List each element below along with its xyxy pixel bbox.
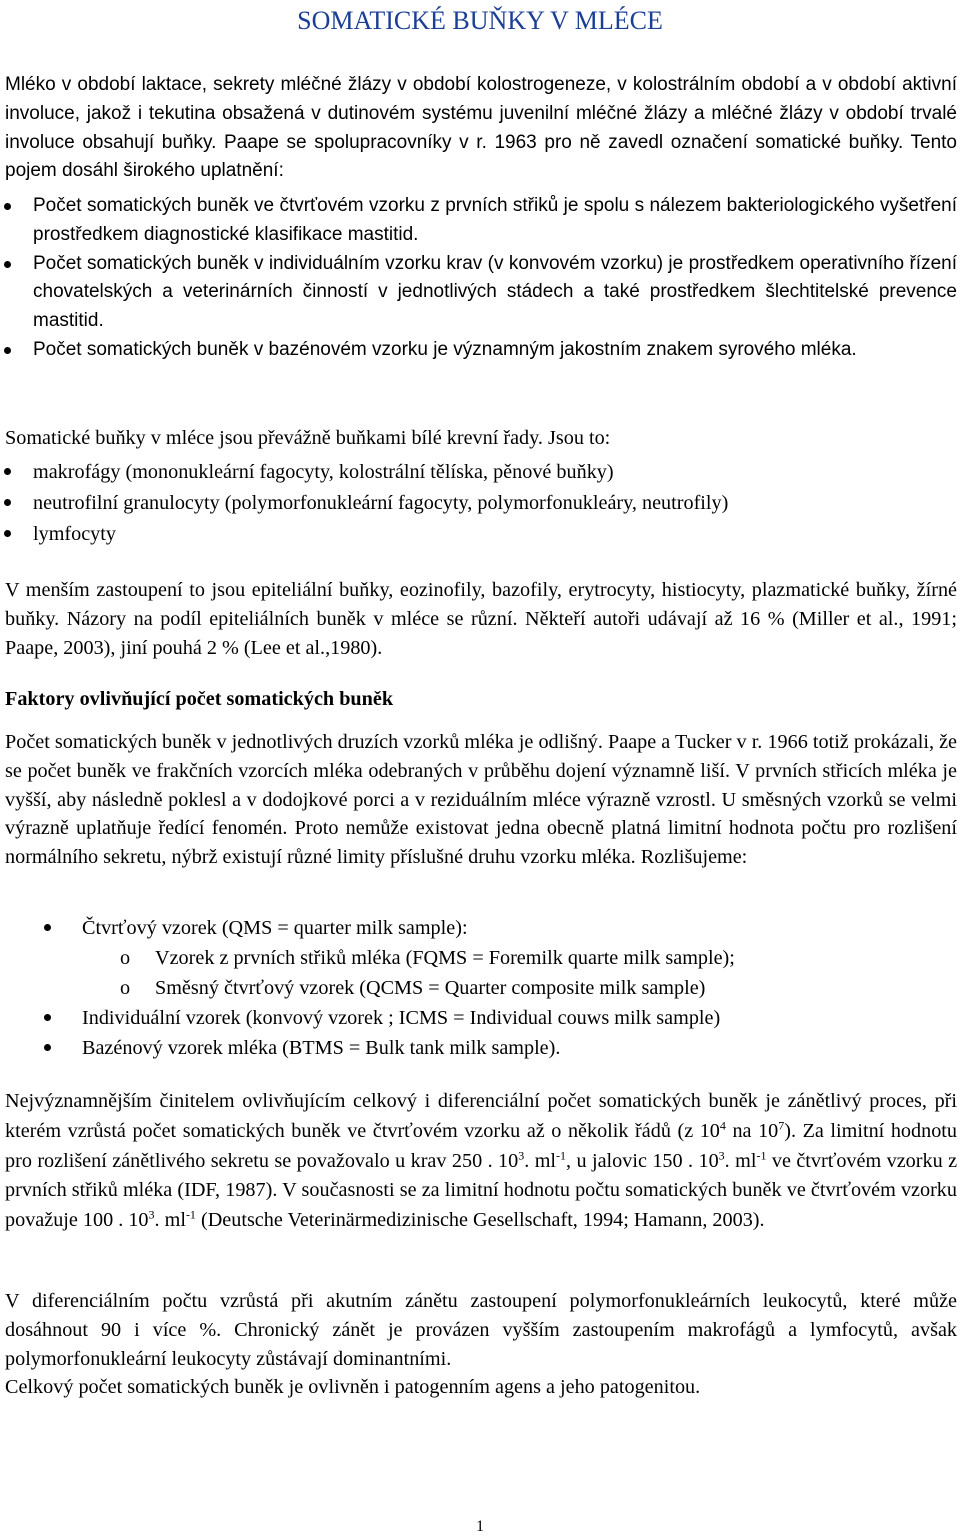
list-item: neutrofilní granulocyty (polymorfonukleární fagocyty, polymorfonukleáry, neutrofily) [0, 488, 957, 519]
page-number: 1 [476, 1518, 484, 1535]
bullet-icon [44, 1044, 51, 1051]
list-item: lymfocyty [0, 519, 957, 550]
list-item: Počet somatických buněk ve čtvrťovém vzorku z prvních střiků je spolu s nálezem bakteriologického vyšetření prostředkem diagnostické klasifikace mastitid. [0, 192, 957, 250]
bullet-icon [4, 347, 11, 354]
list-item: Počet somatických buněk v bazénovém vzorku je významným jakostním znakem syrového mléka. [0, 336, 957, 365]
bullet-icon [4, 499, 11, 506]
uses-list [0, 192, 957, 365]
minor-cells-paragraph: V menším zastoupení to jsou epiteliální buňky, eozinofily, bazofily, erytrocyty, histiocyty, plazmatické buňky, žírné buňky. Názory na podíl epiteliálních buněk v mléce se různí. Někteří autoři udávají až 16 % (Miller et al., 1991; Paape, 2003), jiní pouhá 2 % (Lee et al.,1980). [5, 579, 957, 659]
differential-paragraph: V diferenciálním počtu vzrůstá při akutním zánětu zastoupení polymorfonukleárních leukocytů, které může dosáhnout 90 i více %. Chronický zánět je provázen vyšším zastoupením makrofágů a lymfocytů, avšak polymorfonukleární leukocyty zůstávají dominantními. [5, 1290, 957, 1370]
cells-intro: Somatické buňky v mléce jsou převážně buňkami bílé krevní řady. Jsou to: [5, 427, 611, 449]
page-title: SOMATICKÉ BUŇKY V MLÉCE [297, 6, 663, 35]
list-item: Počet somatických buněk v individuálním vzorku krav (v konvovém vzorku) je prostředkem operativního řízení chovatelských a veterinárních činností v jednotlivých stádech a také prostředkem šlechtitelské prevence mastitid. [0, 250, 957, 336]
total-paragraph: Celkový počet somatických buněk je ovlivněn i patogenním agens a jeho patogenitou. [5, 1376, 701, 1398]
list-item: makrofágy (mononukleární fagocyty, kolostrální tělíska, pěnové buňky) [0, 457, 957, 488]
sub-marker: o [120, 977, 131, 999]
bullet-icon [44, 924, 51, 931]
list-item: Čtvrťový vzorek (QMS = quarter milk sample): [0, 913, 957, 943]
intro-paragraph: Mléko v období laktace, sekrety mléčné žlázy v období kolostrogeneze, v kolostrálním období a v období aktivní involuce, jakož i tekutina obsažená v dutinovém systému juvenilní mléčné žlázy a mléčné žlázy v období trvalé involuce obsahují buňky. Paape se spolupracovníky v r. 1963 pro ně zavedl označení somatické buňky. Tento pojem dosáhl širokého uplatnění: [5, 74, 957, 182]
list-item: Individuální vzorek (konvový vzorek ; ICMS = Individual couws milk sample) [0, 1003, 957, 1033]
bullet-icon [4, 468, 11, 475]
sample-types-list-continued [0, 1003, 957, 1063]
cell-types-list [0, 457, 957, 550]
sample-subtypes-list [0, 943, 957, 1003]
bullet-icon [44, 1014, 51, 1021]
sub-marker: o [120, 947, 131, 969]
list-item: Bazénový vzorek mléka (BTMS = Bulk tank milk sample). [0, 1033, 957, 1063]
inflammation-paragraph: Nejvýznamnějším činitelem ovlivňujícím celkový i diferenciální počet somatických buněk je zánětlivý proces, při kterém vzrůstá počet somatických buněk ve čtvrťovém vzorku až o několik řádů (z $10^4$ na $10^7$). Za limitní hodnotu pro rozlišení zánětlivého sekretu se považovalo u krav 250 . $10^3$. $ml^{-1}$, u jalovic 150 . $10^3$. $ml^{-1}$ ve čtvrťovém vzorku z prvních střiků mléka (IDF, 1987). V současnosti se za limitní hodnotu počtu somatických buněk ve čtvrťovém vzorku považuje 100 . $10^3$. $ml^{-1}$ (Deutsche Veterinärmedizinische Gesellschaft, 1994; Hamann, 2003). [5, 1090, 958, 1232]
bullet-icon [4, 203, 11, 210]
list-item: o Směsný čtvrťový vzorek (QCMS = Quarter composite milk sample) [0, 973, 957, 1003]
factors-paragraph: Počet somatických buněk v jednotlivých druzích vzorků mléka je odlišný. Paape a Tucker v r. 1966 totiž prokázali, že se počet buněk ve frakčních vzorcích mléka odebraných v průběhu dojení významně liší. V prvních střicích mléka je vyšší, aby následně poklesl a v dodojkové porci a v reziduálním mléce výrazně vzrostl. U směsných vzorků se velmi výrazně uplatňuje ředící fenomén. Proto nemůže existovat jedna obecně platná limitní hodnota počtu pro rozlišení normálního sekretu, nýbrž existují různé limity příslušné druhu vzorku mléka. Rozlišujeme: [5, 731, 957, 869]
list-item: o Vzorek z prvních střiků mléka (FQMS = Foremilk quarte milk sample); [0, 943, 957, 973]
section-heading: Faktory ovlivňující počet somatických buněk [5, 688, 394, 710]
bullet-icon [4, 530, 11, 537]
bullet-icon [4, 261, 11, 268]
sample-types-list [0, 913, 957, 943]
